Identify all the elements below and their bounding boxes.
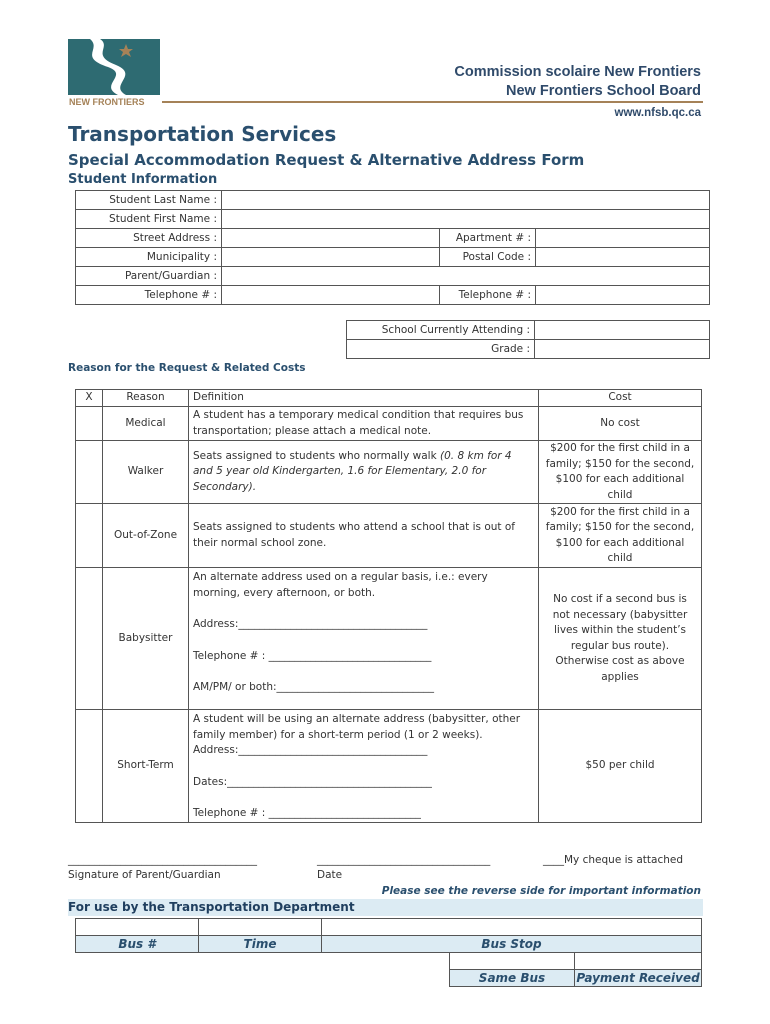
cost-out-of-zone: $200 for the first child in a family; $150 for the second, $100 for each additional child (539, 504, 702, 568)
phone2-field[interactable] (536, 286, 710, 305)
header-x: X (76, 390, 103, 407)
transport-blank (76, 953, 450, 987)
student-section-title: Student Information (68, 172, 218, 187)
postal-label: Postal Code : (440, 248, 536, 267)
time-field[interactable] (199, 919, 322, 936)
form-subtitle: Special Accommodation Request & Alternative Address Form (68, 151, 585, 169)
header-definition: Definition (189, 390, 539, 407)
same-bus-field[interactable] (450, 953, 575, 970)
header-reason: Reason (103, 390, 189, 407)
definition-walker-text: Seats assigned to students who normally walk (193, 449, 441, 462)
transport-dept-table (75, 918, 702, 987)
stop-header: Bus Stop (322, 936, 702, 953)
reason-section-title: Reason for the Request & Related Costs (68, 362, 306, 374)
street-label: Street Address : (76, 229, 222, 248)
grade-field[interactable] (535, 340, 710, 359)
cost-walker: $200 for the first child in a family; $150 for the second, $100 for each additional child (539, 441, 702, 504)
same-bus-header: Same Bus (450, 970, 575, 987)
reason-table (75, 389, 702, 823)
babysitter-text: An alternate address used on a regular basis, i.e.: every morning, every afternoon, or both. (193, 571, 488, 599)
first-name-field[interactable] (222, 210, 710, 229)
table-row (76, 710, 702, 823)
school-field[interactable] (535, 321, 710, 340)
municipality-field[interactable] (222, 248, 440, 267)
out-of-zone-checkbox[interactable] (76, 504, 103, 568)
phone1-label: Telephone # : (76, 286, 222, 305)
student-info-table (75, 190, 710, 305)
header-divider (162, 101, 703, 103)
babysitter-checkbox[interactable] (76, 568, 103, 710)
signature-line[interactable]: ____________________________________ (68, 854, 257, 866)
table-row (76, 568, 702, 710)
apartment-label: Apartment # : (440, 229, 536, 248)
medical-checkbox[interactable] (76, 407, 103, 441)
transport-dept-title: For use by the Transportation Department (68, 899, 703, 916)
new-frontiers-logo (68, 39, 160, 107)
municipality-label: Municipality : (76, 248, 222, 267)
guardian-label: Parent/Guardian : (76, 267, 222, 286)
cost-babysitter: No cost if a second bus is not necessary (babysitter lives within the student’s regular bus route). Otherwise cost as above applies (539, 568, 702, 710)
reason-short-term: Short-Term (103, 710, 189, 823)
first-name-label: Student First Name : (76, 210, 222, 229)
stop-field[interactable] (322, 919, 702, 936)
reason-medical: Medical (103, 407, 189, 441)
signature-label: Signature of Parent/Guardian (68, 869, 221, 881)
org-name-fr: Commission scolaire New Frontiers (454, 64, 701, 80)
time-header: Time (199, 936, 322, 953)
reason-babysitter: Babysitter (103, 568, 189, 710)
babysitter-ampm-line[interactable]: AM/PM/ or both:______________________________ (193, 681, 435, 693)
grade-label: Grade : (347, 340, 535, 359)
babysitter-phone-line[interactable]: Telephone # : _______________________________ (193, 649, 432, 662)
cheque-attached[interactable]: ____My cheque is attached (543, 854, 683, 866)
babysitter-address-line[interactable]: Address:____________________________________ (193, 618, 428, 630)
date-line[interactable]: _________________________________ (317, 854, 491, 866)
definition-medical: A student has a temporary medical condition that requires bus transportation; please attach a medical note. (189, 407, 539, 441)
reason-out-of-zone: Out-of-Zone (103, 504, 189, 568)
org-name-en: New Frontiers School Board (506, 83, 701, 99)
cost-short-term: $50 per child (539, 710, 702, 823)
reverse-note: Please see the reverse side for important information (381, 885, 701, 897)
short-term-address-line[interactable]: Address:____________________________________ (193, 744, 428, 756)
guardian-field[interactable] (222, 267, 710, 286)
definition-out-of-zone: Seats assigned to students who attend a school that is out of their normal school zone. (189, 504, 539, 568)
definition-babysitter (189, 568, 539, 710)
bus-header: Bus # (76, 936, 199, 953)
short-term-checkbox[interactable] (76, 710, 103, 823)
last-name-label: Student Last Name : (76, 191, 222, 210)
definition-short-term (189, 710, 539, 823)
date-label: Date (317, 869, 343, 881)
payment-field[interactable] (575, 953, 702, 970)
phone2-label: Telephone # : (440, 286, 536, 305)
header-cost: Cost (539, 390, 702, 407)
svg-text:NEW FRONTIERS: NEW FRONTIERS (69, 97, 145, 107)
definition-walker (189, 441, 539, 504)
table-row (76, 504, 702, 568)
website[interactable]: www.nfsb.qc.ca (614, 107, 701, 119)
school-label: School Currently Attending : (347, 321, 535, 340)
postal-field[interactable] (536, 248, 710, 267)
short-term-dates-line[interactable]: Dates:_______________________________________ (193, 775, 432, 788)
table-row (76, 441, 702, 504)
phone1-field[interactable] (222, 286, 440, 305)
short-term-phone-line[interactable]: Telephone # : _____________________________ (193, 807, 421, 819)
apartment-field[interactable] (536, 229, 710, 248)
street-field[interactable] (222, 229, 440, 248)
walker-checkbox[interactable] (76, 441, 103, 504)
payment-header: Payment Received (576, 971, 700, 985)
bus-field[interactable] (76, 919, 199, 936)
school-table (346, 320, 710, 359)
reason-walker: Walker (103, 441, 189, 504)
cost-medical: No cost (539, 407, 702, 441)
last-name-field[interactable] (222, 191, 710, 210)
table-row (76, 407, 702, 441)
page-title: Transportation Services (68, 122, 337, 146)
short-term-text: A student will be using an alternate address (babysitter, other family member) for a short-term period (1 or 2 weeks). (193, 713, 521, 741)
definition-walker-distances: (0. 8 km for 4 and 5 year old Kindergarten, 1.6 for Elementary, 2.0 for Secondary). (193, 449, 512, 493)
